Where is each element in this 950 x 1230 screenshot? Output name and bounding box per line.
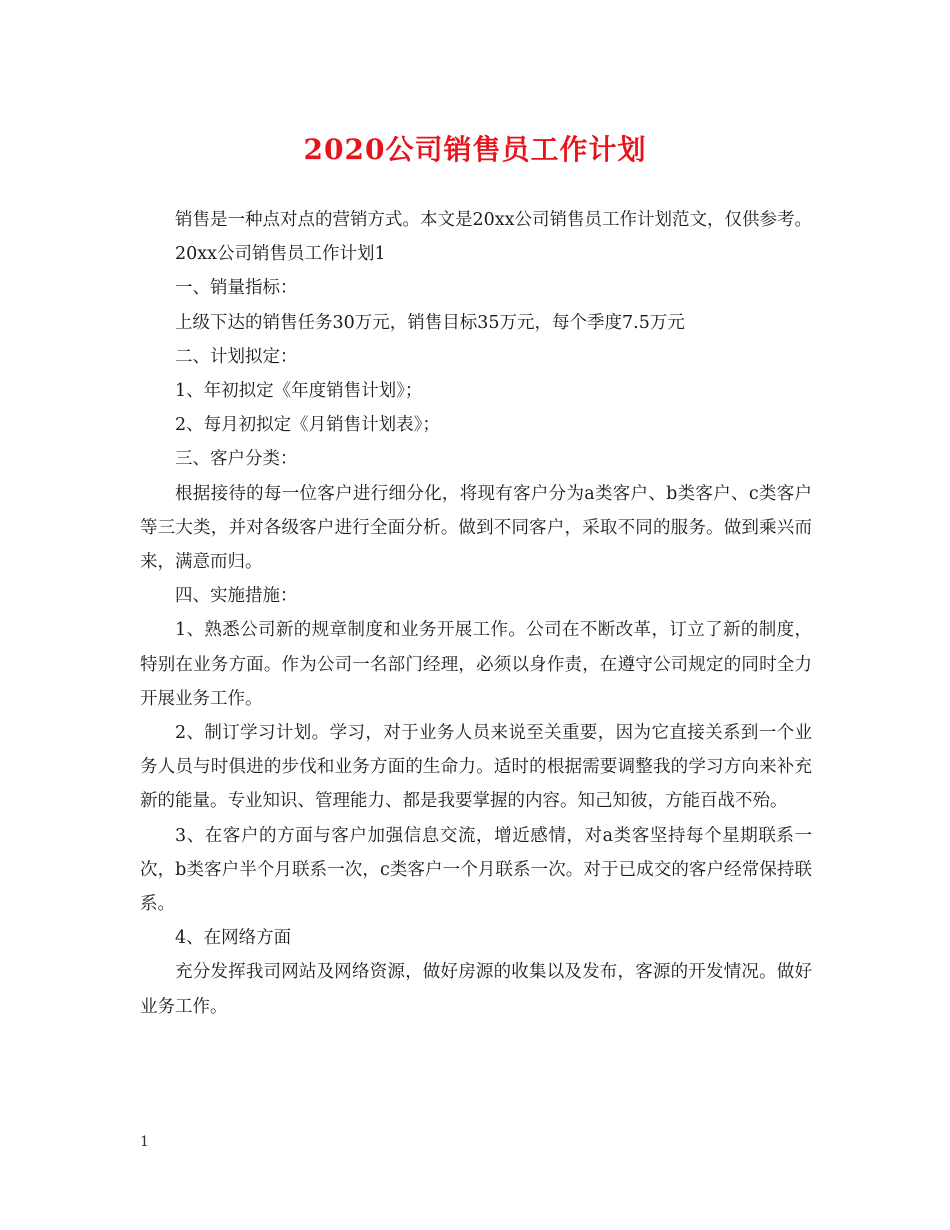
- paragraph: 销售是一种点对点的营销方式。本文是20xx公司销售员工作计划范文，仅供参考。: [175, 210, 813, 230]
- paragraph: 上级下达的销售任务30万元，销售目标35万元，每个季度7.5万元: [175, 312, 685, 333]
- paragraph: 四、实施措施：: [175, 586, 298, 607]
- paragraph: 2、制订学习计划。学习，对于业务人员来说至关重要，因为它直接关系到一个业务人员与时俱进的步伐和业务方面的生命力。适时的根据需要调整我的学习方向来补充新的能量。专业知识、管理能力、都是我要掌握的内容。知己知彼，方能百战不殆。: [140, 723, 812, 812]
- paragraph: 根据接待的每一位客户进行细分化，将现有客户分为a类客户、b类客户、c类客户等三大类，并对各级客户进行全面分析。做到不同客户，采取不同的服务。做到乘兴而来，满意而归。: [140, 483, 812, 573]
- paragraph: 三、客户分类：: [175, 449, 298, 470]
- paragraph: 1、年初拟定《年度销售计划》；: [175, 381, 423, 402]
- document-title: 2020公司销售员工作计划: [303, 133, 647, 166]
- paragraph: 二、计划拟定：: [175, 346, 298, 367]
- paragraph: 充分发挥我司网站及网络资源，做好房源的收集以及发布，客源的开发情况。做好业务工作。: [140, 962, 812, 1017]
- paragraph: 2、每月初拟定《月销售计划表》；: [175, 415, 440, 436]
- document-body: [140, 203, 812, 1024]
- paragraph: 4、在网络方面: [175, 928, 292, 949]
- page-number: 1: [140, 1134, 149, 1150]
- paragraph: 一、销量指标：: [175, 278, 298, 299]
- paragraph: 20xx公司销售员工作计划1: [175, 244, 386, 265]
- paragraph: 3、在客户的方面与客户加强信息交流，增近感情，对a类客坚持每个星期联系一次，b类客户半个月联系一次，c类客户一个月联系一次。对于已成交的客户经常保持联系。: [140, 825, 812, 915]
- paragraph: 1、熟悉公司新的规章制度和业务开展工作。公司在不断改革，订立了新的制度，特别在业务方面。作为公司一名部门经理，必须以身作责，在遵守公司规定的同时全力开展业务工作。: [140, 620, 812, 709]
